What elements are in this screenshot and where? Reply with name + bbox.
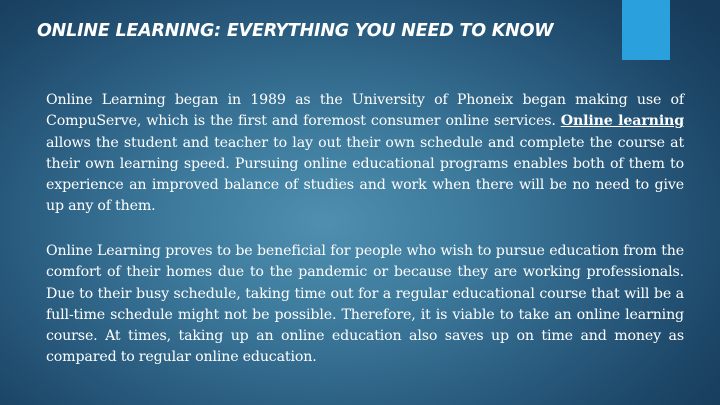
paragraph-history-rest: allows the student and teacher to lay out their own schedule and complete the course at their own learning speed. Pursuing online educational programs enables both of them to experience an improved balance of studies and work when there will be no need to give up any of them. [46, 134, 684, 215]
slide-title: ONLINE LEARNING: EVERYTHING YOU NEED TO KNOW [37, 21, 554, 41]
paragraph-history [46, 90, 684, 218]
paragraph-history-intro: Online Learning began in 1989 as the University of Phoneix began making use of CompuServe, which is the first and foremost consumer online services. [46, 92, 684, 130]
paragraph-benefits: Online Learning proves to be beneficial for people who wish to pursue education from the comfort of their homes due to the pandemic or because they are working professionals. Due to their busy schedule, taking time out for a regular educational course that will be a full-time schedule might not be possible. Therefore, it is viable to take an online learning course. At times, taking up an online education also saves up on time and money as compared to regular online education. [46, 243, 684, 366]
online-learning-link[interactable]: Online learning [560, 113, 684, 130]
accent-bar [622, 0, 670, 60]
